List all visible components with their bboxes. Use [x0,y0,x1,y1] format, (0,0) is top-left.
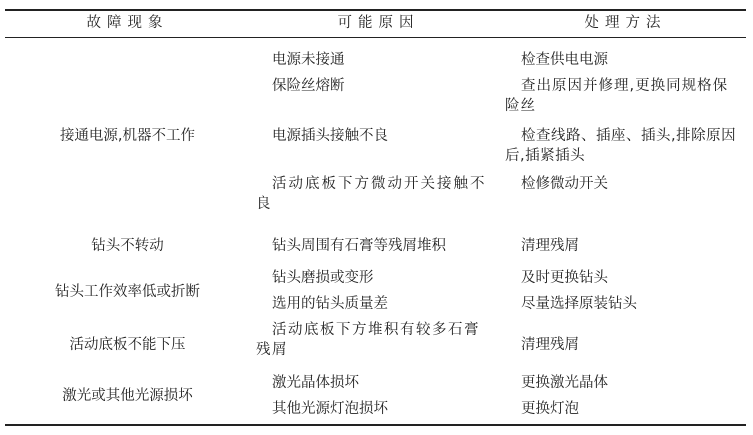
cause-cell: 其他光源灯泡损坏 [272,401,388,417]
action-cell: 尽量选择原装钻头 [521,296,637,312]
header-symptom: 故障现象 [86,15,169,31]
action-cell: 清理残屑 [521,238,579,254]
action-cell: 检查线路、插座、插头,排除原因后,插紧插头 [505,128,737,164]
cause-cell: 电源未接通 [272,52,345,68]
action-cell: 检修微动开关 [521,176,608,192]
symptom-cell: 钻头工作效率低或折断 [55,284,200,300]
cause-cell: 钻头周围有石膏等残屑堆积 [272,238,446,254]
cause-cell: 电源插头接触不良 [272,128,388,144]
header-cause: 可能原因 [337,15,420,31]
action-cell: 更换灯泡 [521,401,579,417]
cause-cell: 保险丝熔断 [272,78,345,94]
cause-cell: 活动底板下方微动开关接触不良 [256,176,487,212]
symptom-cell: 接通电源,机器不工作 [59,128,196,144]
header-action: 处理方法 [584,15,667,31]
symptom-cell: 活动底板不能下压 [69,337,186,353]
cause-cell: 激光晶体损坏 [272,375,359,391]
header-rule [5,37,746,38]
action-cell: 及时更换钻头 [521,270,608,286]
action-cell: 清理残屑 [521,337,579,353]
action-cell: 检查供电电源 [521,52,608,68]
action-cell: 查出原因并修理,更换同规格保险丝 [505,78,729,114]
bottom-rule [5,424,746,426]
top-rule [5,9,746,11]
symptom-cell: 激光或其他光源损坏 [62,388,193,404]
cause-cell: 选用的钻头质量差 [272,296,388,312]
symptom-cell: 钻头不转动 [91,238,164,254]
cause-cell: 活动底板下方堆积有较多石膏残屑 [256,322,480,358]
action-cell: 更换激光晶体 [521,375,608,391]
cause-cell: 钻头磨损或变形 [272,270,374,286]
